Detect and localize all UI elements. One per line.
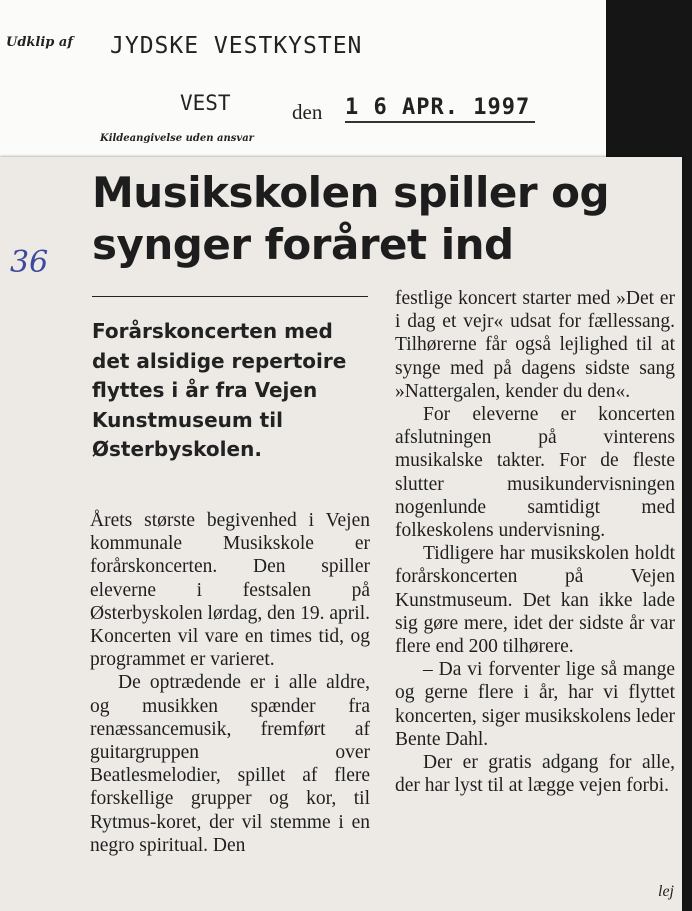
- subheadline: Forårskoncerten med det alsidige repertoire flyttes i år fra Vejen Kunstmuseum til Østerbyskolen.: [92, 319, 347, 461]
- paragraph: For eleverne er koncerten afslutningen på vinterens musikalske takter. For de fleste slutter musikundervisningen nogenlunde samtidigt med folkeskolens undervisning.: [395, 404, 675, 542]
- author-initials: lej: [658, 883, 674, 900]
- edition-name: VEST: [180, 91, 231, 115]
- left-column: [90, 509, 370, 857]
- paragraph: – Da vi forventer lige så mange og gerne flere i år, har vi flyttet koncerten, siger musikskolens leder Bente Dahl.: [395, 659, 675, 750]
- right-column: [395, 287, 675, 797]
- date-prefix: den: [292, 100, 323, 124]
- newspaper-clipping: [0, 157, 682, 911]
- clipping-slip: [0, 0, 606, 160]
- slip-label: Udklip af: [6, 35, 73, 50]
- headline: [92, 167, 662, 271]
- headline-line-1: Musikskolen spiller og: [92, 168, 610, 217]
- paragraph: Der er gratis adgang for alle, der har lyst til at lægge vejen forbi.: [395, 752, 675, 797]
- column-rule: [92, 296, 368, 297]
- handwritten-number: 36: [10, 245, 49, 280]
- paragraph: Tidligere har musikskolen holdt forårskoncerten på Vejen Kunstmuseum. Det kan ikke lade sig gøre mere, idet der sidste år var flere end 200 tilhørere.: [395, 543, 675, 658]
- paragraph: Årets største begivenhed i Vejen kommunale Musikskole er forårskoncerten. Den spiller eleverne i festsalen på Østerbyskolen lørdag, den 19. april. Koncerten vil vare en times tid, og programmet er varieret.: [90, 510, 370, 671]
- paragraph: De optrædende er i alle aldre, og musikken spænder fra renæssancemusik, fremført af guitargruppen over Beatlesmelodier, spillet af flere forskellige grupper og kor, til Rytmus-koret, der vil stemme i en negro spiritual. Den: [90, 672, 370, 856]
- paragraph: festlige koncert starter med »Det er i dag et vejr« udsat for fællessang. Tilhørerne får også lejlighed til at synge med på dagens sidste sang »Nattergalen, kender du den«.: [395, 288, 675, 402]
- source-note: Kildeangivelse uden ansvar: [100, 133, 254, 144]
- date-stamp: 1 6 APR. 1997: [345, 95, 531, 120]
- headline-line-2: synger foråret ind: [92, 220, 514, 269]
- newspaper-name: JYDSKE VESTKYSTEN: [110, 33, 363, 59]
- date-underline: [345, 121, 535, 123]
